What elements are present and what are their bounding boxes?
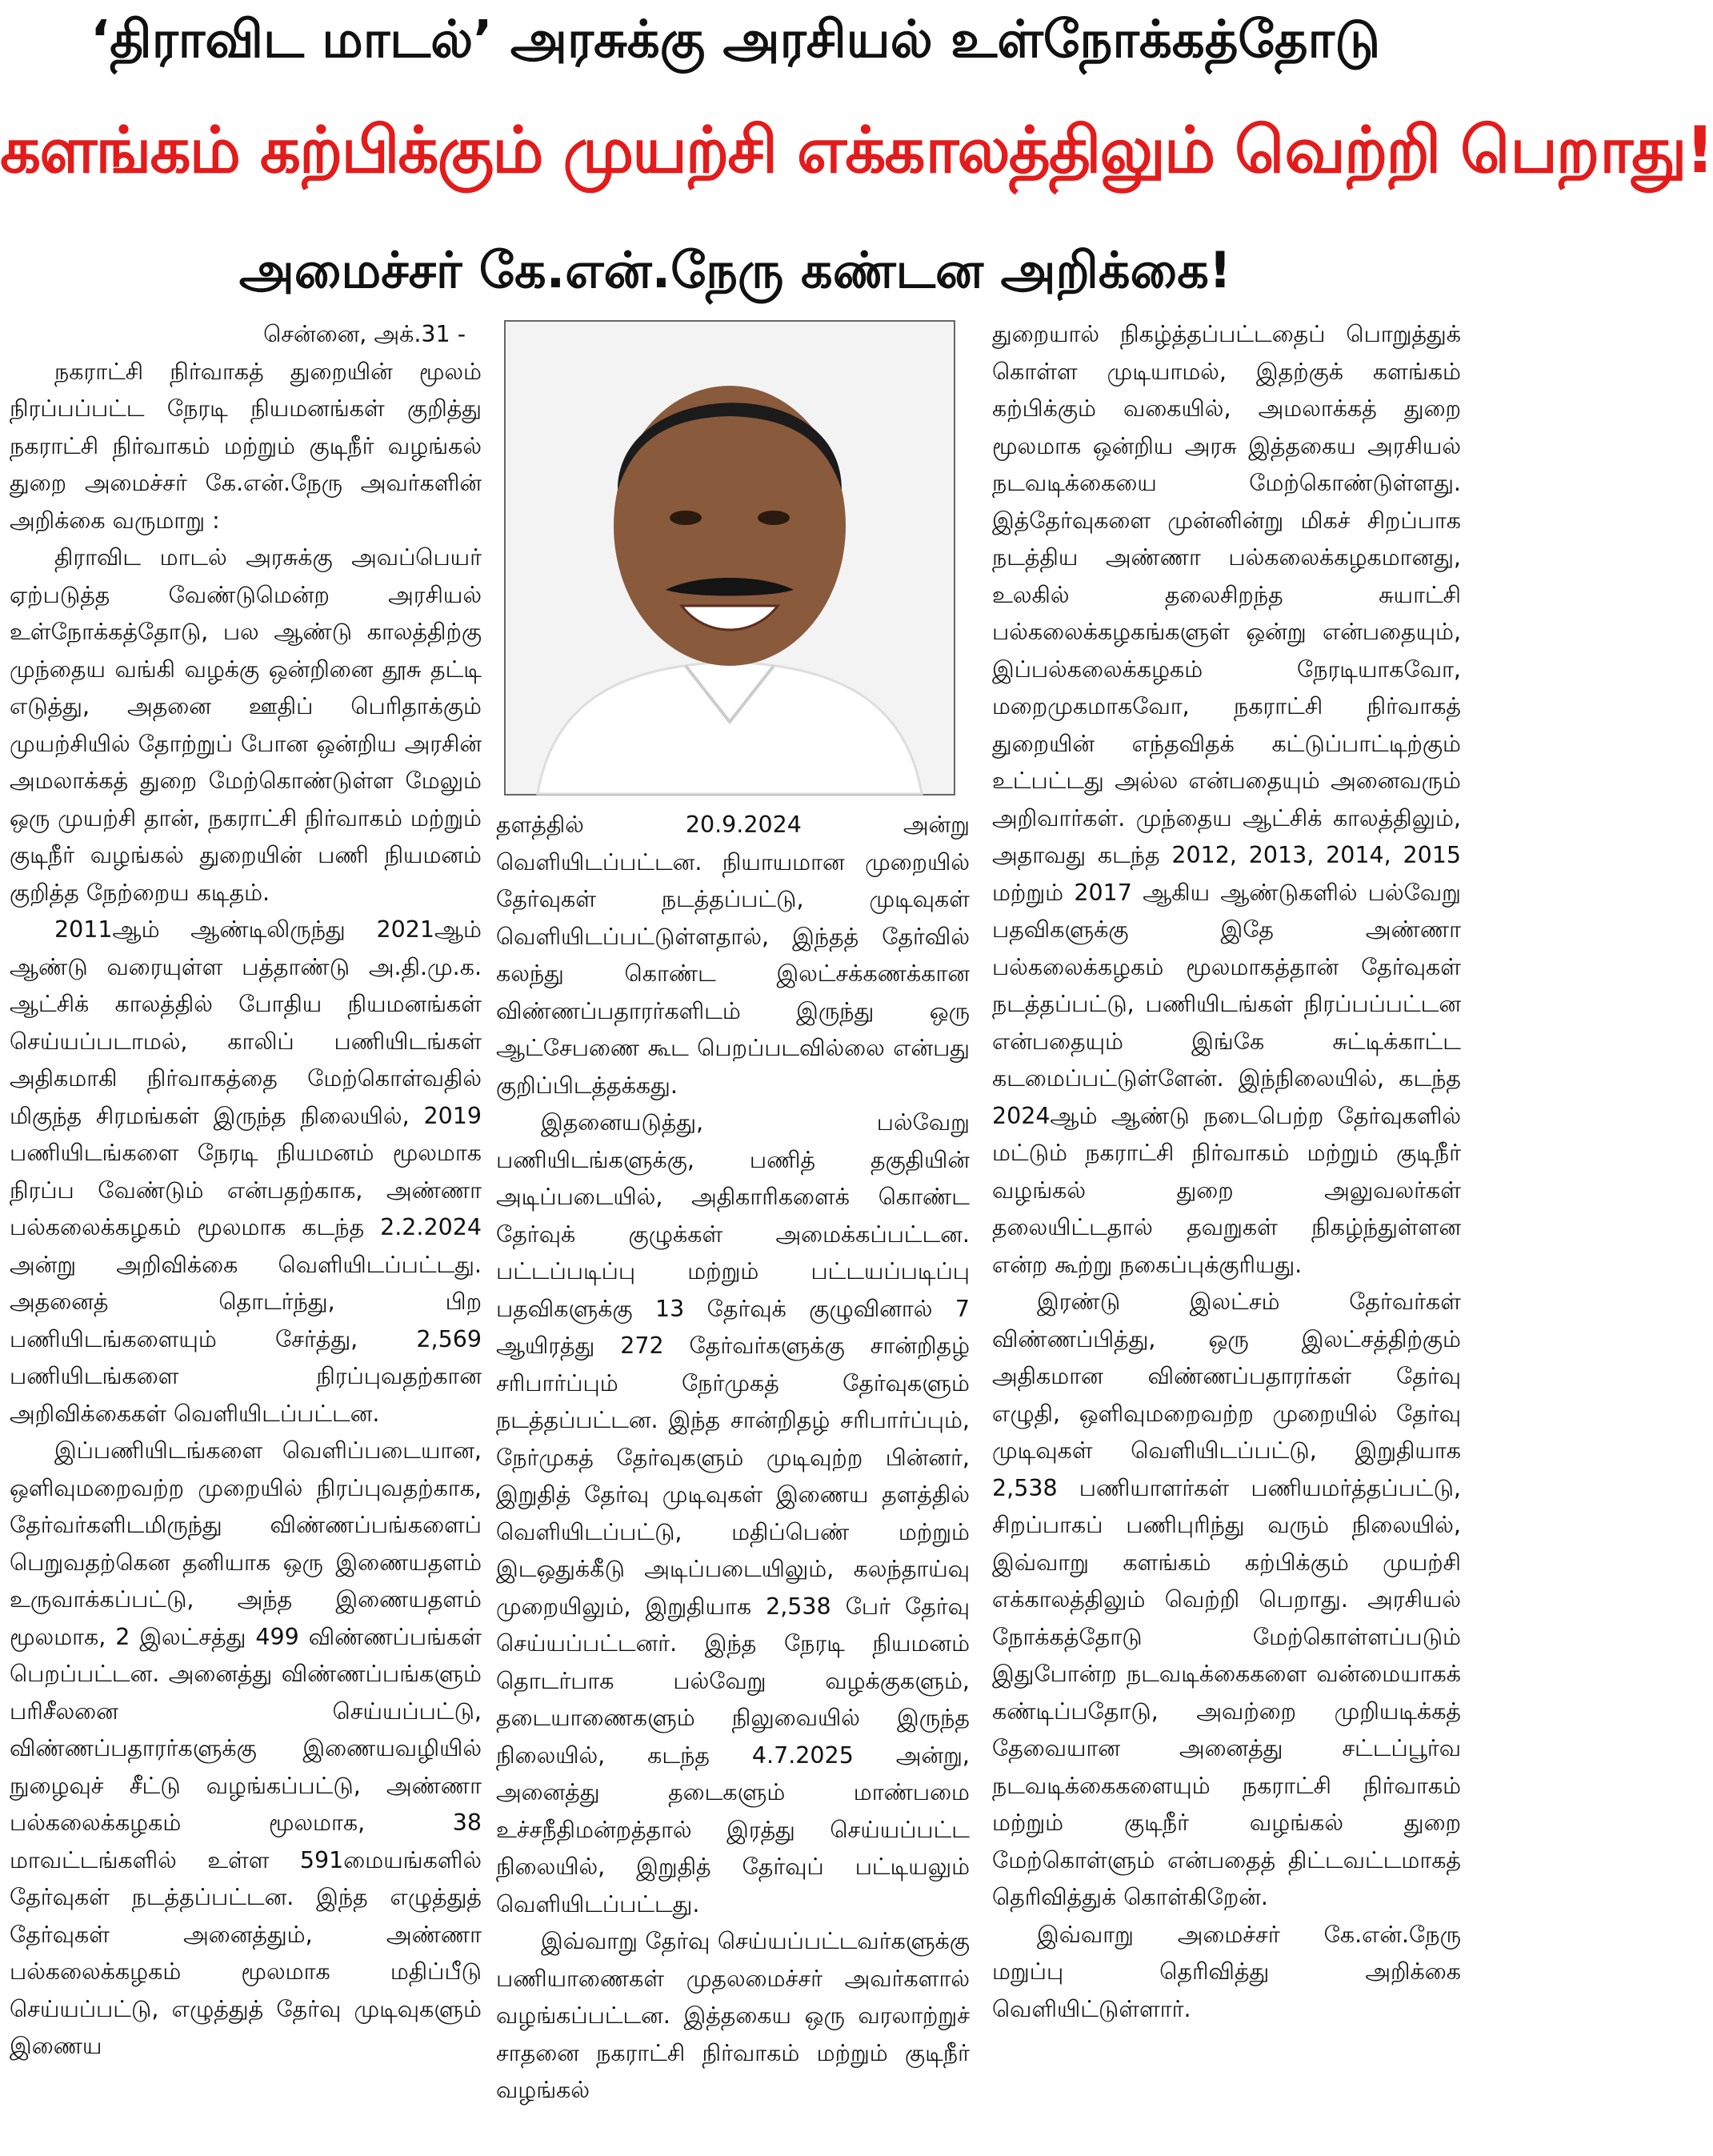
article-column-3	[992, 316, 1461, 2149]
dateline: சென்னை, அக்.31 -	[263, 321, 466, 347]
paragraph: துறையால் நிகழ்த்தப்பட்டதைப் பொறுத்துக் கொள்ள முடியாமல், இதற்குக் களங்கம் கற்பிக்கும் வகையில், அமலாக்கத் துறை மூலமாக ஒன்றிய அரசு இத்தகைய அரசியல் நடவடிக்கையை மேற்கொண்டுள்ளது. இத்தேர்வுகளை முன்னின்று மிகச் சிறப்பாக நடத்திய அண்ணா பல்கலைக்கழகமானது, உலகில் தலைசிறந்த சுயாட்சி பல்கலைக்கழகங்களுள் ஒன்று என்பதையும், இப்பல்கலைக்கழகம் நேரடியாகவோ, மறைமுகமாகவோ, நகராட்சி நிர்வாகத் துறையின் எந்தவிதக் கட்டுப்பாட்டிற்கும் உட்பட்டது அல்ல என்பதையும் அனைவரும் அறிவார்கள். முந்தைய ஆட்சிக் காலத்திலும், அதாவது கடந்த 2012, 2013, 2014, 2015 மற்றும் 2017 ஆகிய ஆண்டுகளில் பல்வேறு பதவிகளுக்கு இதே அண்ணா பல்கலைக்கழகம் மூலமாகத்தான் தேர்வுகள் நடத்தப்பட்டு, பணியிடங்கள் நிரப்பப்பட்டன என்பதையும் இங்கே சுட்டிக்காட்ட கடமைப்பட்டுள்ளேன். இந்நிலையில், கடந்த 2024ஆம் ஆண்டு நடைபெற்ற தேர்வுகளில் மட்டும் நகராட்சி நிர்வாகம் மற்றும் குடிநீர் வழங்கல் துறை அலுவலர்கள் தலையிட்டதால் தவறுகள் நிகழ்ந்துள்ளன என்ற கூற்று நகைப்புக்குரியது.	[992, 321, 1461, 1278]
sub-headline: அமைச்சர் கே.என்.நேரு கண்டன அறிக்கை!	[238, 241, 1232, 299]
article-column-2	[496, 807, 970, 2149]
paragraph: நகராட்சி நிர்வாகத் துறையின் மூலம் நிரப்பப்பட்ட நேரடி நியமனங்கள் குறித்து நகராட்சி நிர்வாகம் மற்றும் குடிநீர் வழங்கல் துறை அமைச்சர் கே.என்.நேரு அவர்களின் அறிக்கை வருமாறு :	[10, 358, 482, 534]
paragraph: இப்பணியிடங்களை வெளிப்படையான, ஒளிவுமறைவற்ற முறையில் நிரப்புவதற்காக, தேர்வர்களிடமிருந்து விண்ணப்பங்களைப் பெறுவதற்கென தனியாக ஒரு இணையதளம் உருவாக்கப்பட்டு, அந்த இணையதளம் மூலமாக, 2 இலட்சத்து 499 விண்ணப்பங்கள் பெறப்பட்டன. அனைத்து விண்ணப்பங்களும் பரிசீலனை செய்யப்பட்டு, விண்ணப்பதாரர்களுக்கு இணையவழியில் நுழைவுச் சீட்டு வழங்கப்பட்டு, அண்ணா பல்கலைக்கழகம் மூலமாக, 38 மாவட்டங்களில் உள்ள 591மையங்களில் தேர்வுகள் நடத்தப்பட்டன. இந்த எழுத்துத் தேர்வுகள் அனைத்தும், அண்ணா பல்கலைக்கழகம் மூலமாக மதிப்பீடு செய்யப்பட்டு, எழுத்துத் தேர்வு முடிவுகளும் இணைய	[10, 1437, 482, 2059]
paragraph: இவ்வாறு தேர்வு செய்யப்பட்டவர்களுக்கு பணியாணைகள் முதலமைச்சர் அவர்களால் வழங்கப்பட்டன. இத்தகைய ஒரு வரலாற்றுச் சாதனை நகராட்சி நிர்வாகம் மற்றும் குடிநீர் வழங்கல்	[496, 1928, 970, 2103]
kicker-headline: ‘திராவிட மாடல்’ அரசுக்கு அரசியல் உள்நோக்கத்தோடு	[90, 10, 1381, 70]
minister-portrait-photo	[504, 320, 955, 795]
paragraph: இதனையடுத்து, பல்வேறு பணியிடங்களுக்கு, பணித் தகுதியின் அடிப்படையில், அதிகாரிகளைக் கொண்ட தேர்வுக் குழுக்கள் அமைக்கப்பட்டன. பட்டப்படிப்பு மற்றும் பட்டயப்படிப்பு பதவிகளுக்கு 13 தேர்வுக் குழுவினால் 7 ஆயிரத்து 272 தேர்வர்களுக்கு சான்றிதழ் சரிபார்ப்பும் நேர்முகத் தேர்வுகளும் நடத்தப்பட்டன. இந்த சான்றிதழ் சரிபார்ப்பும், நேர்முகத் தேர்வுகளும் முடிவுற்ற பின்னர், இறுதித் தேர்வு முடிவுகள் இணைய தளத்தில் வெளியிடப்பட்டு, மதிப்பெண் மற்றும் இடஒதுக்கீடு அடிப்படையிலும், கலந்தாய்வு முறையிலும், இறுதியாக 2,538 பேர் தேர்வு செய்யப்பட்டனர். இந்த நேரடி நியமனம் தொடர்பாக பல்வேறு வழக்குகளும், தடையாணைகளும் நிலுவையில் இருந்த நிலையில், கடந்த 4.7.2025 அன்று, அனைத்து தடைகளும் மாண்பமை உச்சநீதிமன்றத்தால் இரத்து செய்யப்பட்ட நிலையில், இறுதித் தேர்வுப் பட்டியலும் வெளியிடப்பட்டது.	[496, 1109, 970, 1918]
portrait-illustration	[506, 322, 954, 794]
paragraph: தளத்தில் 20.9.2024 அன்று வெளியிடப்பட்டன. நியாயமான முறையில் தேர்வுகள் நடத்தப்பட்டு, முடிவுகள் வெளியிடப்பட்டுள்ளதால், இந்தத் தேர்வில் கலந்து கொண்ட இலட்சக்கணக்கான விண்ணப்பதாரர்களிடம் இருந்து ஒரு ஆட்சேபணை கூட பெறப்படவில்லை என்பது குறிப்பிடத்தக்கது.	[496, 812, 970, 1099]
main-headline: களங்கம் கற்பிக்கும் முயற்சி எக்காலத்திலும் வெற்றி பெறாது!	[0, 113, 1713, 187]
paragraph: இரண்டு இலட்சம் தேர்வர்கள் விண்ணப்பித்து, ஒரு இலட்சத்திற்கும் அதிகமான விண்ணப்பதாரர்கள் தேர்வு எழுதி, ஒளிவுமறைவற்ற முறையில் தேர்வு முடிவுகள் வெளியிடப்பட்டு, இறுதியாக 2,538 பணியாளர்கள் பணியமர்த்தப்பட்டு, சிறப்பாகப் பணிபுரிந்து வரும் நிலையில், இவ்வாறு களங்கம் கற்பிக்கும் முயற்சி எக்காலத்திலும் வெற்றி பெறாது. அரசியல் நோக்கத்தோடு மேற்கொள்ளப்படும் இதுபோன்ற நடவடிக்கைகளை வன்மையாகக் கண்டிப்பதோடு, அவற்றை முறியடிக்கத் தேவையான அனைத்து சட்டப்பூர்வ நடவடிக்கைகளையும் நகராட்சி நிர்வாகம் மற்றும் குடிநீர் வழங்கல் துறை மேற்கொள்ளும் என்பதைத் திட்டவட்டமாகத் தெரிவித்துக் கொள்கிறேன்.	[992, 1288, 1461, 1910]
paragraph: இவ்வாறு அமைச்சர் கே.என்.நேரு மறுப்பு தெரிவித்து அறிக்கை வெளியிட்டுள்ளார்.	[992, 1921, 1461, 2022]
paragraph: 2011ஆம் ஆண்டிலிருந்து 2021ஆம் ஆண்டு வரையுள்ள பத்தாண்டு அ.தி.மு.க. ஆட்சிக் காலத்தில் போதிய நியமனங்கள் செய்யப்படாமல், காலிப் பணியிடங்கள் அதிகமாகி நிர்வாகத்தை மேற்கொள்வதில் மிகுந்த சிரமங்கள் இருந்த நிலையில், 2019 பணியிடங்களை நேரடி நியமனம் மூலமாக நிரப்ப வேண்டும் என்பதற்காக, அண்ணா பல்கலைக்கழகம் மூலமாக கடந்த 2.2.2024 அன்று அறிவிக்கை வெளியிடப்பட்டது. அதனைத் தொடர்ந்து, பிற பணியிடங்களையும் சேர்த்து, 2,569 பணியிடங்களை நிரப்புவதற்கான அறிவிக்கைகள் வெளியிடப்பட்டன.	[10, 916, 482, 1427]
paragraph: திராவிட மாடல் அரசுக்கு அவப்பெயர் ஏற்படுத்த வேண்டுமென்ற அரசியல் உள்நோக்கத்தோடு, பல ஆண்டு காலத்திற்கு முந்தைய வங்கி வழக்கு ஒன்றினை தூசு தட்டி எடுத்து, அதனை ஊதிப் பெரிதாக்கும் முயற்சியில் தோற்றுப் போன ஒன்றிய அரசின் அமலாக்கத் துறை மேற்கொண்டுள்ள மேலும் ஒரு முயற்சி தான், நகராட்சி நிர்வாகம் மற்றும் குடிநீர் வழங்கல் துறையின் பணி நியமனம் குறித்த நேற்றைய கடிதம்.	[10, 544, 482, 906]
article-column-1	[10, 316, 482, 2149]
